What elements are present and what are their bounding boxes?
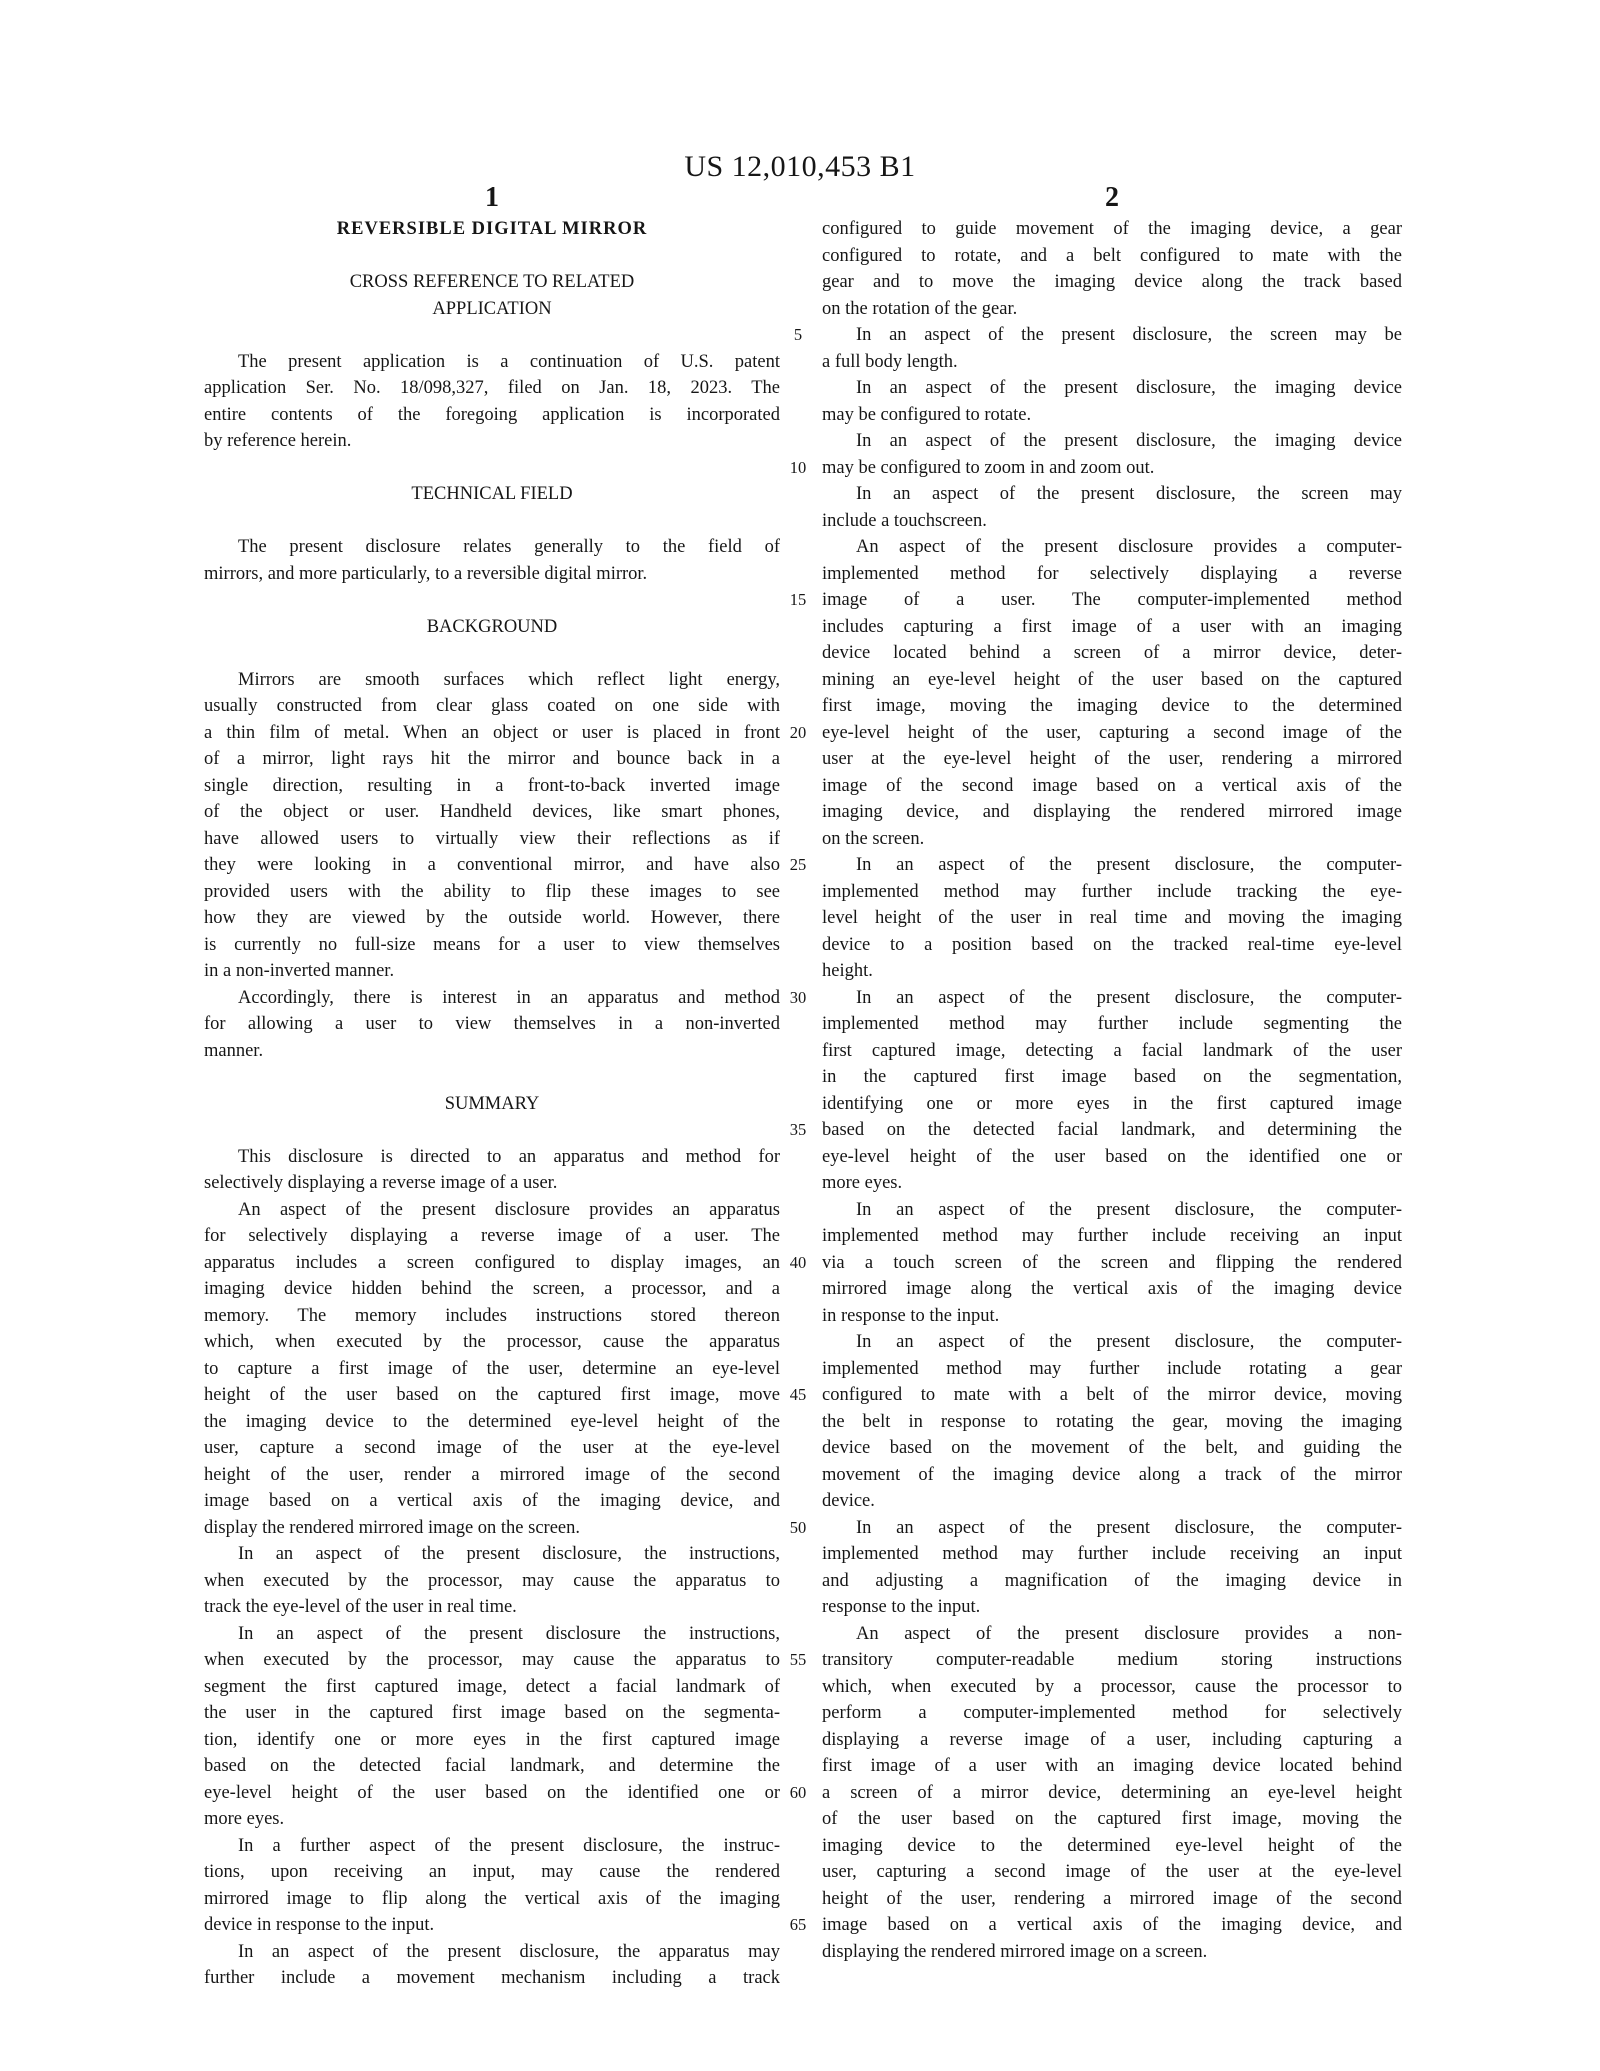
paragraph-first-line: In an aspect of the present disclosure, the imaging device [856, 378, 1402, 398]
column-2-number: 2 [1105, 182, 1119, 213]
paragraph-last-line: mirrors, and more particularly, to a reversible digital mirror. [204, 563, 648, 584]
paragraph-last-line: display the rendered mirrored image on the screen. [204, 1517, 581, 1538]
text-line: when executed by the processor, may cause the apparatus to [204, 1570, 780, 1591]
blank-line [204, 322, 780, 349]
blank-line [204, 1064, 780, 1091]
paragraph-last-line: may be configured to rotate. [822, 404, 1032, 425]
text-line: is currently no full-size means for a user to view themselves [204, 934, 780, 955]
text-line: implemented method may further include rotating a gear [822, 1358, 1402, 1379]
column-2-text [822, 216, 1402, 1965]
text-line: of a mirror, light rays hit the mirror and bounce back in a [204, 749, 780, 769]
text-line: user at the eye-level height of the user, rendering a mirrored [822, 749, 1402, 769]
gutter-line-number: 45 [789, 1385, 807, 1404]
paragraph-first-line: In an aspect of the present disclosure, the computer- [856, 855, 1402, 875]
text-line: eye-level height of the user based on the identified one or [204, 1782, 780, 1803]
text-line: transitory computer-readable medium storing instructions [822, 1650, 1402, 1670]
text-line: the user in the captured first image based on the segmenta- [204, 1703, 780, 1723]
text-line: configured to mate with a belt of the mirror device, moving [822, 1385, 1402, 1405]
paragraph-first-line: In an aspect of the present disclosure the instructions, [238, 1623, 780, 1644]
text-line: apparatus includes a screen configured to display images, an [204, 1252, 780, 1273]
paragraph-last-line: in response to the input. [822, 1305, 1000, 1326]
text-line: first image of a user with an imaging device located behind [822, 1756, 1402, 1776]
column-1-number: 1 [485, 182, 499, 213]
text-line: provided users with the ability to flip these images to see [204, 881, 780, 902]
paragraph-first-line: In an aspect of the present disclosure, the screen may [856, 484, 1402, 504]
text-line: configured to rotate, and a belt configured to mate with the [822, 245, 1402, 266]
paragraph-first-line: This disclosure is directed to an apparatus and method for [238, 1146, 780, 1167]
text-line: of the object or user. Handheld devices, like smart phones, [204, 802, 780, 822]
blank-line [204, 243, 780, 270]
text-line: have allowed users to virtually view their reflections as if [204, 828, 780, 849]
paragraph-first-line: An aspect of the present disclosure provides a computer- [856, 537, 1402, 557]
text-line: identifying one or more eyes in the first captured image [822, 1093, 1402, 1114]
paragraph-last-line: selectively displaying a reverse image of a user. [204, 1173, 558, 1193]
text-line: gear and to move the imaging device along the track based [822, 272, 1402, 292]
text-line: implemented method for selectively displaying a reverse [822, 563, 1402, 584]
paragraph-last-line: a full body length. [822, 351, 958, 372]
text-line: user, capturing a second image of the user at the eye-level [822, 1862, 1402, 1882]
text-line: mirrored image along the vertical axis of the imaging device [822, 1279, 1402, 1299]
text-line: how they are viewed by the outside world. However, there [204, 908, 780, 928]
gutter-line-number: 10 [789, 457, 807, 477]
text-line: height of the user, rendering a mirrored image of the second [822, 1888, 1402, 1909]
paragraph-last-line: height. [822, 961, 873, 981]
text-line: entire contents of the foregoing application is incorporated [204, 404, 780, 425]
blank-line [204, 1117, 780, 1144]
text-line: in the captured first image based on the segmentation, [822, 1067, 1402, 1087]
paragraph-last-line: may be configured to zoom in and zoom out. [822, 457, 1155, 478]
paragraph-first-line: In an aspect of the present disclosure, the instructions, [238, 1544, 780, 1564]
gutter-line-number: 40 [789, 1252, 807, 1272]
paragraph-first-line: In an aspect of the present disclosure, the computer- [856, 987, 1402, 1008]
text-line: tion, identify one or more eyes in the first captured image [204, 1729, 780, 1750]
line-number-gutter [778, 216, 818, 2026]
text-line: imaging device to the determined eye-level height of the [822, 1835, 1402, 1856]
text-line: mirrored image to flip along the vertical axis of the imaging [204, 1888, 780, 1909]
paragraph-last-line: on the screen. [822, 828, 925, 849]
text-line: includes capturing a first image of a user with an imaging [822, 616, 1402, 637]
paragraph-last-line: displaying the rendered mirrored image on a screen. [822, 1941, 1208, 1962]
text-line: displaying a reverse image of a user, including capturing a [822, 1729, 1402, 1750]
text-line: and adjusting a magnification of the imaging device in [822, 1570, 1402, 1591]
gutter-line-number: 35 [789, 1120, 807, 1139]
text-line: for allowing a user to view themselves in a non-inverted [204, 1014, 780, 1034]
blank-line [204, 640, 780, 667]
gutter-line-number: 20 [789, 722, 807, 742]
text-line: memory. The memory includes instructions stored thereon [204, 1305, 780, 1326]
text-line: of the user based on the captured first image, moving the [822, 1809, 1402, 1829]
text-line: image based on a vertical axis of the imaging device, and [204, 1491, 780, 1511]
text-line: tions, upon receiving an input, may cause the rendered [204, 1862, 780, 1882]
gutter-line-number: 15 [789, 590, 807, 609]
text-line: height of the user based on the captured first image, move [204, 1385, 780, 1405]
heading-line: BACKGROUND [426, 616, 558, 637]
paragraph-last-line: more eyes. [204, 1809, 285, 1829]
paragraph-first-line: In a further aspect of the present disclosure, the instruc- [238, 1835, 780, 1856]
text-line: movement of the imaging device along a track of the mirror [822, 1464, 1402, 1485]
text-line: image based on a vertical axis of the imaging device, and [822, 1915, 1402, 1935]
paragraph-first-line: In an aspect of the present disclosure, the screen may be [856, 325, 1402, 345]
text-line: segment the first captured image, detect a facial landmark of [204, 1676, 780, 1697]
paragraph-first-line: In an aspect of the present disclosure, the computer- [856, 1332, 1402, 1352]
text-line: implemented method may further include receiving an input [822, 1226, 1402, 1246]
title-line: REVERSIBLE DIGITAL MIRROR [336, 219, 648, 239]
gutter-line-number: 5 [793, 325, 803, 344]
paragraph-last-line: in a non-inverted manner. [204, 961, 395, 981]
text-line: the imaging device to the determined eye-level height of the [204, 1411, 780, 1432]
text-line: when executed by the processor, may cause the apparatus to [204, 1650, 780, 1670]
text-line: first image, moving the imaging device to the determined [822, 696, 1402, 716]
text-line: device located behind a screen of a mirror device, deter- [822, 643, 1402, 663]
patent-number-header: US 12,010,453 B1 [684, 150, 916, 183]
text-line: image of the second image based on a vertical axis of the [822, 775, 1402, 796]
paragraph-first-line: In an aspect of the present disclosure, the imaging device [856, 431, 1402, 451]
paragraph-last-line: track the eye-level of the user in real time. [204, 1597, 517, 1617]
paragraph-first-line: The present application is a continuation of U.S. patent [238, 351, 780, 372]
gutter-line-number: 25 [789, 855, 807, 874]
paragraph-last-line: device. [822, 1491, 875, 1511]
text-line: a thin film of metal. When an object or user is placed in front [204, 722, 780, 743]
blank-line [204, 587, 780, 614]
paragraph-last-line: device in response to the input. [204, 1915, 435, 1935]
text-line: they were looking in a conventional mirror, and have also [204, 855, 780, 875]
paragraph-last-line: on the rotation of the gear. [822, 298, 1018, 319]
text-line: further include a movement mechanism including a track [204, 1968, 780, 1988]
text-line: via a touch screen of the screen and flipping the rendered [822, 1252, 1402, 1273]
text-line: level height of the user in real time and moving the imaging [822, 908, 1402, 928]
gutter-line-number: 50 [789, 1517, 807, 1537]
text-line: implemented method may further include segmenting the [822, 1014, 1402, 1034]
blank-line [204, 455, 780, 482]
paragraph-last-line: response to the input. [822, 1597, 981, 1617]
text-line: imaging device, and displaying the rendered mirrored image [822, 802, 1402, 822]
text-line: first captured image, detecting a facial landmark of the user [822, 1040, 1402, 1061]
text-line: device to a position based on the tracked real-time eye-level [822, 934, 1402, 955]
paragraph-first-line: Accordingly, there is interest in an apparatus and method [238, 987, 780, 1008]
text-line: single direction, resulting in a front-to-back inverted image [204, 775, 780, 796]
text-line: for selectively displaying a reverse image of a user. The [204, 1226, 780, 1246]
text-line: usually constructed from clear glass coated on one side with [204, 696, 780, 716]
text-line: which, when executed by the processor, cause the apparatus [204, 1332, 780, 1352]
paragraph-last-line: more eyes. [822, 1173, 903, 1193]
paragraph-first-line: In an aspect of the present disclosure, the computer- [856, 1517, 1402, 1538]
text-line: device based on the movement of the belt, and guiding the [822, 1438, 1402, 1458]
paragraph-last-line: by reference herein. [204, 431, 352, 451]
column-1-text [204, 216, 780, 1992]
heading-line: TECHNICAL FIELD [411, 484, 573, 504]
gutter-line-number: 60 [789, 1782, 807, 1802]
text-line: based on the detected facial landmark, and determining the [822, 1120, 1402, 1140]
paragraph-first-line: In an aspect of the present disclosure, the computer- [856, 1199, 1402, 1220]
gutter-line-number: 55 [789, 1650, 807, 1669]
text-line: eye-level height of the user, capturing a second image of the [822, 722, 1402, 743]
text-line: to capture a first image of the user, determine an eye-level [204, 1358, 780, 1379]
heading-line: APPLICATION [432, 298, 552, 319]
paragraph-first-line: An aspect of the present disclosure provides an apparatus [238, 1199, 780, 1220]
text-line: implemented method may further include receiving an input [822, 1544, 1402, 1564]
paragraph-first-line: In an aspect of the present disclosure, the apparatus may [238, 1941, 780, 1962]
gutter-line-number: 30 [789, 987, 807, 1007]
text-line: mining an eye-level height of the user based on the captured [822, 669, 1402, 690]
heading-line: CROSS REFERENCE TO RELATED [349, 272, 635, 292]
paragraph-first-line: The present disclosure relates generally to the field of [238, 537, 780, 557]
text-line: image of a user. The computer-implemented method [822, 590, 1402, 610]
text-line: height of the user, render a mirrored image of the second [204, 1464, 780, 1485]
text-line: configured to guide movement of the imaging device, a gear [822, 219, 1402, 239]
paragraph-last-line: manner. [204, 1040, 264, 1061]
text-line: implemented method may further include tracking the eye- [822, 881, 1402, 902]
blank-line [204, 508, 780, 535]
heading-line: SUMMARY [444, 1093, 540, 1114]
text-line: perform a computer-implemented method for selectively [822, 1703, 1402, 1723]
text-line: the belt in response to rotating the gear, moving the imaging [822, 1411, 1402, 1432]
text-line: application Ser. No. 18/098,327, filed on Jan. 18, 2023. The [204, 378, 780, 398]
paragraph-first-line: An aspect of the present disclosure provides a non- [856, 1623, 1402, 1644]
paragraph-first-line: Mirrors are smooth surfaces which reflect light energy, [238, 669, 780, 690]
text-line: eye-level height of the user based on the identified one or [822, 1146, 1402, 1167]
text-line: based on the detected facial landmark, and determine the [204, 1756, 780, 1776]
patent-text-area [0, 216, 1600, 2026]
text-line: a screen of a mirror device, determining an eye-level height [822, 1782, 1402, 1803]
gutter-line-number: 65 [789, 1915, 807, 1934]
text-line: imaging device hidden behind the screen, a processor, and a [204, 1279, 780, 1299]
text-line: user, capture a second image of the user at the eye-level [204, 1438, 780, 1458]
paragraph-last-line: include a touchscreen. [822, 510, 987, 531]
text-line: which, when executed by a processor, cause the processor to [822, 1676, 1402, 1697]
